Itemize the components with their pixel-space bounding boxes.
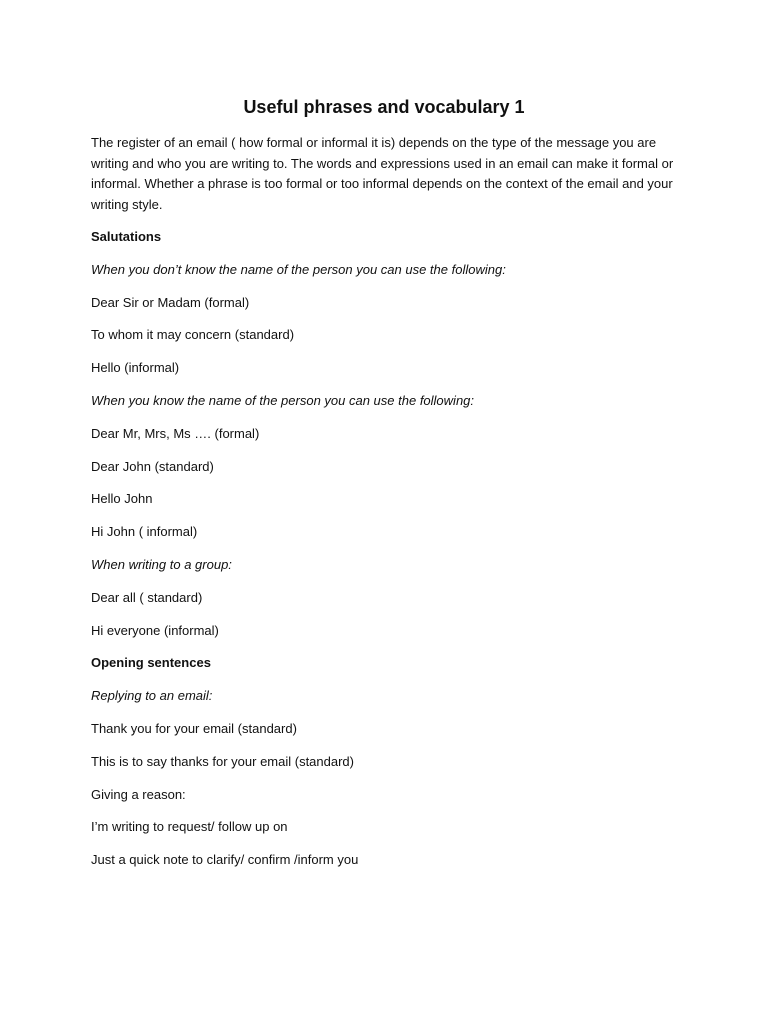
page-title: Useful phrases and vocabulary 1 [243, 97, 525, 117]
phrase-writing-to-request: I’m writing to request/ follow up on [91, 819, 288, 834]
phrase-dear-all: Dear all ( standard) [91, 590, 203, 605]
phrase-say-thanks: This is to say thanks for your email (standard) [91, 754, 354, 769]
phrase-quick-note: Just a quick note to clarify/ confirm /inform you [91, 852, 359, 867]
intro-paragraph: The register of an email ( how formal or informal it is) depends on the type of the message you are writing and who you are writing to. The words and expressions used in an email can make it formal or informal. Whether a phrase is too formal or too informal depends on the context of the email and your writing style. [91, 135, 674, 212]
heading-salutations: Salutations [91, 229, 162, 244]
phrase-dear-sir-madam: Dear Sir or Madam (formal) [91, 295, 250, 310]
phrase-hi-john: Hi John ( informal) [91, 524, 198, 539]
heading-opening-sentences: Opening sentences [91, 655, 211, 670]
note-group: When writing to a group: [91, 557, 232, 572]
phrase-hello: Hello (informal) [91, 360, 180, 375]
phrase-dear-john: Dear John (standard) [91, 459, 214, 474]
phrase-thank-you: Thank you for your email (standard) [91, 721, 297, 736]
note-unknown-name: When you don’t know the name of the person you can use the following: [91, 262, 506, 277]
phrase-dear-mr-mrs-ms: Dear Mr, Mrs, Ms …. (formal) [91, 426, 260, 441]
note-replying: Replying to an email: [91, 688, 213, 703]
note-known-name: When you know the name of the person you can use the following: [91, 393, 475, 408]
note-giving-reason: Giving a reason: [91, 787, 186, 802]
phrase-hi-everyone: Hi everyone (informal) [91, 623, 219, 638]
phrase-hello-john: Hello John [91, 491, 153, 506]
phrase-to-whom: To whom it may concern (standard) [91, 327, 295, 342]
